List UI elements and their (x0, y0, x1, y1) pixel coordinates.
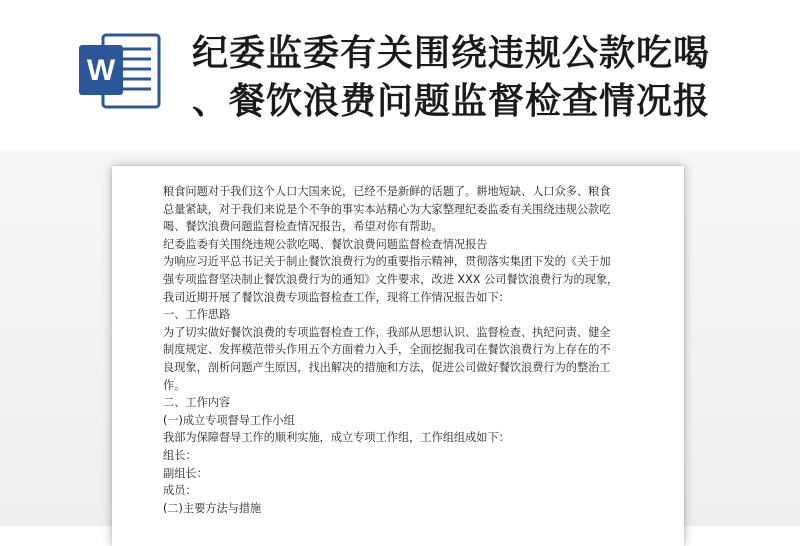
paragraph-line: 喝、餐饮浪费问题监督检查情况报告，希望对你有帮助。 (163, 220, 443, 234)
subsection-heading: (一)成立专项督导工作小组 (163, 413, 295, 427)
title-line: 纪委监委有关围绕违规公款吃喝 (192, 33, 711, 74)
word-badge-letter: W (86, 54, 116, 87)
paragraph-line: 纪委监委有关围绕违规公款吃喝、餐饮浪费问题监督检查情况报告 (163, 237, 488, 251)
paragraph-line: 制度规定、发挥模范带头作用五个方面着力入手，全面挖掘我司在餐饮浪费行为上存在的不 (163, 343, 611, 357)
section-heading: 一、工作思路 (163, 308, 231, 322)
section-heading: 二、工作内容 (163, 396, 231, 410)
word-document-icon (77, 33, 163, 109)
title-line: 、餐饮浪费问题监督检查情况报 (192, 81, 711, 122)
paragraph-line: 我司近期开展了餐饮浪费专项监督检查工作，现将工作情况报告如下： (163, 290, 510, 304)
header (0, 0, 800, 150)
subsection-heading: (二)主要方法与措施 (163, 501, 262, 515)
paragraph-line: 粮食问题对于我们这个人口大国来说，已经不是新鲜的话题了。耕地短缺、人口众多、粮食 (163, 185, 611, 198)
page-title (192, 30, 782, 126)
paragraph-line: 总量紧缺，对于我们来说是个不争的事实本站精心为大家整理纪委监委有关围绕违规公款吃 (163, 202, 611, 216)
paragraph-line: 组长： (163, 448, 197, 462)
paragraph-line: 我部为保障督导工作的顺利实施，成立专项工作组，工作组组成如下： (163, 431, 510, 445)
paragraph-line: 为了切实做好餐饮浪费的专项监督检查工作，我部从思想认识、监督检查、执纪问责、健全 (163, 325, 611, 339)
paragraph-line: 副组长： (163, 466, 208, 480)
paragraph-line: 成员： (163, 484, 197, 498)
paragraph-line: 强专项监督坚决制止餐饮浪费行为的通知》文件要求，改进 XXX 公司餐饮浪费行为的现象， (163, 272, 619, 286)
paragraph-line: 良现象，剖析问题产生原因，找出解决的措施和方法，促进公司做好餐饮浪费行为的整治工 (163, 360, 611, 374)
paragraph-line: 为响应习近平总书记关于制止餐饮浪费行为的重要指示精神，贯彻落实集团下发的《关于加 (163, 255, 611, 269)
document-body (163, 183, 663, 517)
paragraph-line: 作。 (163, 378, 186, 392)
